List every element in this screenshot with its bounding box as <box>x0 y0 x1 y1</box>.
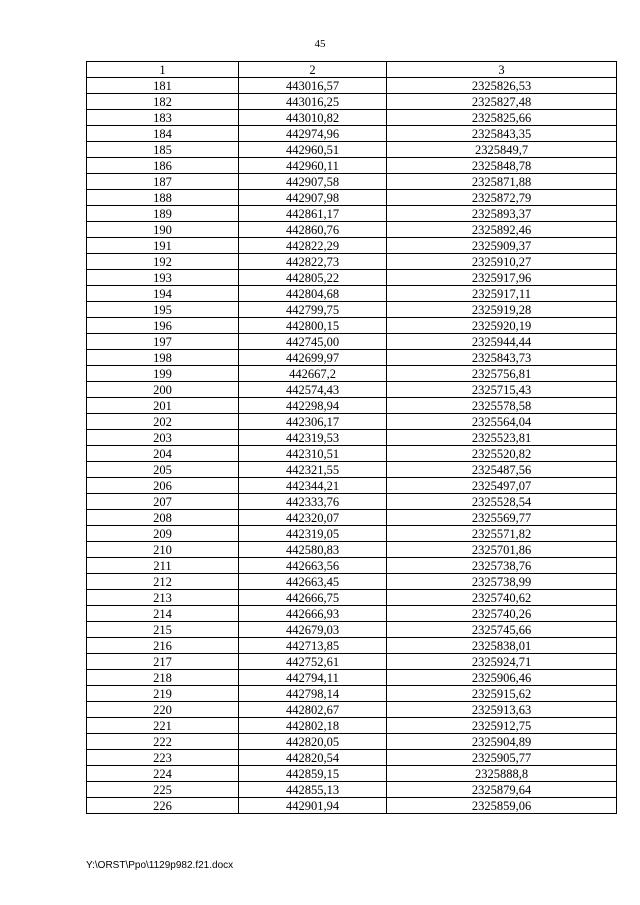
point-number-cell: 207 <box>87 494 239 510</box>
y-coordinate-cell: 2325879,64 <box>387 782 617 798</box>
column-header: 3 <box>387 62 617 78</box>
table-row <box>87 318 617 334</box>
y-coordinate-cell: 2325520,82 <box>387 446 617 462</box>
footer-file-path: Y:\ORST\Ppo\1129p982.f21.docx <box>86 860 234 871</box>
point-number-cell: 202 <box>87 414 239 430</box>
table-header <box>87 62 617 78</box>
point-number-cell: 208 <box>87 510 239 526</box>
y-coordinate-cell: 2325571,82 <box>387 526 617 542</box>
table-row <box>87 366 617 382</box>
point-number-cell: 226 <box>87 798 239 814</box>
x-coordinate-cell: 442306,17 <box>239 414 387 430</box>
header-row <box>87 62 617 78</box>
point-number-cell: 225 <box>87 782 239 798</box>
x-coordinate-cell: 442907,58 <box>239 174 387 190</box>
table-row <box>87 254 617 270</box>
page-number: 45 <box>314 38 326 50</box>
y-coordinate-cell: 2325843,35 <box>387 126 617 142</box>
table-row <box>87 462 617 478</box>
y-coordinate-cell: 2325915,62 <box>387 686 617 702</box>
point-number-cell: 199 <box>87 366 239 382</box>
x-coordinate-cell: 442802,67 <box>239 702 387 718</box>
point-number-cell: 186 <box>87 158 239 174</box>
y-coordinate-cell: 2325871,88 <box>387 174 617 190</box>
point-number-cell: 201 <box>87 398 239 414</box>
table-row <box>87 734 617 750</box>
x-coordinate-cell: 442321,55 <box>239 462 387 478</box>
y-coordinate-cell: 2325905,77 <box>387 750 617 766</box>
table-row <box>87 654 617 670</box>
table-row <box>87 238 617 254</box>
x-coordinate-cell: 442800,15 <box>239 318 387 334</box>
y-coordinate-cell: 2325920,19 <box>387 318 617 334</box>
table-row <box>87 158 617 174</box>
y-coordinate-cell: 2325523,81 <box>387 430 617 446</box>
x-coordinate-cell: 442663,45 <box>239 574 387 590</box>
point-number-cell: 197 <box>87 334 239 350</box>
x-coordinate-cell: 442901,94 <box>239 798 387 814</box>
y-coordinate-cell: 2325909,37 <box>387 238 617 254</box>
x-coordinate-cell: 442298,94 <box>239 398 387 414</box>
y-coordinate-cell: 2325715,43 <box>387 382 617 398</box>
point-number-cell: 205 <box>87 462 239 478</box>
table-row <box>87 638 617 654</box>
y-coordinate-cell: 2325497,07 <box>387 478 617 494</box>
x-coordinate-cell: 442861,17 <box>239 206 387 222</box>
table-row <box>87 302 617 318</box>
table-row <box>87 334 617 350</box>
table-row <box>87 206 617 222</box>
x-coordinate-cell: 442699,97 <box>239 350 387 366</box>
point-number-cell: 211 <box>87 558 239 574</box>
y-coordinate-cell: 2325827,48 <box>387 94 617 110</box>
x-coordinate-cell: 442745,00 <box>239 334 387 350</box>
point-number-cell: 193 <box>87 270 239 286</box>
x-coordinate-cell: 442679,03 <box>239 622 387 638</box>
table-row <box>87 494 617 510</box>
table-row <box>87 542 617 558</box>
y-coordinate-cell: 2325564,04 <box>387 414 617 430</box>
point-number-cell: 192 <box>87 254 239 270</box>
x-coordinate-cell: 442805,22 <box>239 270 387 286</box>
x-coordinate-cell: 442974,96 <box>239 126 387 142</box>
y-coordinate-cell: 2325569,77 <box>387 510 617 526</box>
point-number-cell: 204 <box>87 446 239 462</box>
y-coordinate-cell: 2325892,46 <box>387 222 617 238</box>
x-coordinate-cell: 442860,76 <box>239 222 387 238</box>
x-coordinate-cell: 442960,11 <box>239 158 387 174</box>
x-coordinate-cell: 442666,75 <box>239 590 387 606</box>
x-coordinate-cell: 442802,18 <box>239 718 387 734</box>
y-coordinate-cell: 2325740,62 <box>387 590 617 606</box>
y-coordinate-cell: 2325906,46 <box>387 670 617 686</box>
x-coordinate-cell: 442752,61 <box>239 654 387 670</box>
x-coordinate-cell: 442574,43 <box>239 382 387 398</box>
x-coordinate-cell: 442907,98 <box>239 190 387 206</box>
column-header: 1 <box>87 62 239 78</box>
x-coordinate-cell: 442799,75 <box>239 302 387 318</box>
point-number-cell: 213 <box>87 590 239 606</box>
y-coordinate-cell: 2325849,7 <box>387 142 617 158</box>
x-coordinate-cell: 442667,2 <box>239 366 387 382</box>
table-row <box>87 350 617 366</box>
point-number-cell: 221 <box>87 718 239 734</box>
x-coordinate-cell: 442319,05 <box>239 526 387 542</box>
point-number-cell: 206 <box>87 478 239 494</box>
point-number-cell: 210 <box>87 542 239 558</box>
table-row <box>87 750 617 766</box>
x-coordinate-cell: 442820,54 <box>239 750 387 766</box>
y-coordinate-cell: 2325487,56 <box>387 462 617 478</box>
table-row <box>87 798 617 814</box>
table-row <box>87 558 617 574</box>
y-coordinate-cell: 2325888,8 <box>387 766 617 782</box>
point-number-cell: 190 <box>87 222 239 238</box>
point-number-cell: 185 <box>87 142 239 158</box>
point-number-cell: 195 <box>87 302 239 318</box>
x-coordinate-cell: 442820,05 <box>239 734 387 750</box>
point-number-cell: 182 <box>87 94 239 110</box>
table-row <box>87 270 617 286</box>
table-row <box>87 446 617 462</box>
x-coordinate-cell: 442859,15 <box>239 766 387 782</box>
y-coordinate-cell: 2325825,66 <box>387 110 617 126</box>
point-number-cell: 196 <box>87 318 239 334</box>
x-coordinate-cell: 442713,85 <box>239 638 387 654</box>
x-coordinate-cell: 442663,56 <box>239 558 387 574</box>
table-row <box>87 606 617 622</box>
x-coordinate-cell: 442310,51 <box>239 446 387 462</box>
table-row <box>87 414 617 430</box>
x-coordinate-cell: 442822,73 <box>239 254 387 270</box>
y-coordinate-cell: 2325848,78 <box>387 158 617 174</box>
point-number-cell: 189 <box>87 206 239 222</box>
table-row <box>87 110 617 126</box>
y-coordinate-cell: 2325913,63 <box>387 702 617 718</box>
point-number-cell: 191 <box>87 238 239 254</box>
table-row <box>87 510 617 526</box>
y-coordinate-cell: 2325701,86 <box>387 542 617 558</box>
point-number-cell: 188 <box>87 190 239 206</box>
point-number-cell: 209 <box>87 526 239 542</box>
table-body <box>87 78 617 814</box>
point-number-cell: 181 <box>87 78 239 94</box>
x-coordinate-cell: 442822,29 <box>239 238 387 254</box>
point-number-cell: 224 <box>87 766 239 782</box>
table-row <box>87 142 617 158</box>
point-number-cell: 203 <box>87 430 239 446</box>
point-number-cell: 222 <box>87 734 239 750</box>
y-coordinate-cell: 2325917,11 <box>387 286 617 302</box>
point-number-cell: 194 <box>87 286 239 302</box>
point-number-cell: 183 <box>87 110 239 126</box>
y-coordinate-cell: 2325919,28 <box>387 302 617 318</box>
x-coordinate-cell: 442855,13 <box>239 782 387 798</box>
table-row <box>87 766 617 782</box>
y-coordinate-cell: 2325740,26 <box>387 606 617 622</box>
x-coordinate-cell: 442344,21 <box>239 478 387 494</box>
point-number-cell: 217 <box>87 654 239 670</box>
table-row <box>87 222 617 238</box>
point-number-cell: 212 <box>87 574 239 590</box>
point-number-cell: 184 <box>87 126 239 142</box>
y-coordinate-cell: 2325917,96 <box>387 270 617 286</box>
table-row <box>87 702 617 718</box>
table-row <box>87 78 617 94</box>
point-number-cell: 216 <box>87 638 239 654</box>
x-coordinate-cell: 443016,57 <box>239 78 387 94</box>
x-coordinate-cell: 443010,82 <box>239 110 387 126</box>
x-coordinate-cell: 442960,51 <box>239 142 387 158</box>
table-row <box>87 94 617 110</box>
y-coordinate-cell: 2325826,53 <box>387 78 617 94</box>
y-coordinate-cell: 2325859,06 <box>387 798 617 814</box>
table-row <box>87 190 617 206</box>
x-coordinate-cell: 442794,11 <box>239 670 387 686</box>
x-coordinate-cell: 443016,25 <box>239 94 387 110</box>
table-row <box>87 286 617 302</box>
y-coordinate-cell: 2325910,27 <box>387 254 617 270</box>
y-coordinate-cell: 2325578,58 <box>387 398 617 414</box>
point-number-cell: 200 <box>87 382 239 398</box>
x-coordinate-cell: 442804,68 <box>239 286 387 302</box>
x-coordinate-cell: 442333,76 <box>239 494 387 510</box>
y-coordinate-cell: 2325912,75 <box>387 718 617 734</box>
y-coordinate-cell: 2325944,44 <box>387 334 617 350</box>
y-coordinate-cell: 2325924,71 <box>387 654 617 670</box>
table-row <box>87 574 617 590</box>
point-number-cell: 220 <box>87 702 239 718</box>
y-coordinate-cell: 2325745,66 <box>387 622 617 638</box>
table-row <box>87 782 617 798</box>
table-row <box>87 526 617 542</box>
table-row <box>87 398 617 414</box>
table-row <box>87 478 617 494</box>
table-row <box>87 174 617 190</box>
point-number-cell: 187 <box>87 174 239 190</box>
x-coordinate-cell: 442666,93 <box>239 606 387 622</box>
coordinates-table <box>86 61 617 814</box>
point-number-cell: 218 <box>87 670 239 686</box>
y-coordinate-cell: 2325738,76 <box>387 558 617 574</box>
point-number-cell: 198 <box>87 350 239 366</box>
y-coordinate-cell: 2325893,37 <box>387 206 617 222</box>
point-number-cell: 215 <box>87 622 239 638</box>
table-row <box>87 670 617 686</box>
y-coordinate-cell: 2325738,99 <box>387 574 617 590</box>
x-coordinate-cell: 442798,14 <box>239 686 387 702</box>
table-row <box>87 622 617 638</box>
point-number-cell: 214 <box>87 606 239 622</box>
table-row <box>87 686 617 702</box>
y-coordinate-cell: 2325904,89 <box>387 734 617 750</box>
y-coordinate-cell: 2325843,73 <box>387 350 617 366</box>
table-row <box>87 126 617 142</box>
table-row <box>87 382 617 398</box>
y-coordinate-cell: 2325872,79 <box>387 190 617 206</box>
column-header: 2 <box>239 62 387 78</box>
y-coordinate-cell: 2325528,54 <box>387 494 617 510</box>
y-coordinate-cell: 2325756,81 <box>387 366 617 382</box>
x-coordinate-cell: 442320,07 <box>239 510 387 526</box>
table-row <box>87 430 617 446</box>
x-coordinate-cell: 442580,83 <box>239 542 387 558</box>
point-number-cell: 219 <box>87 686 239 702</box>
table-row <box>87 718 617 734</box>
point-number-cell: 223 <box>87 750 239 766</box>
table-row <box>87 590 617 606</box>
x-coordinate-cell: 442319,53 <box>239 430 387 446</box>
y-coordinate-cell: 2325838,01 <box>387 638 617 654</box>
